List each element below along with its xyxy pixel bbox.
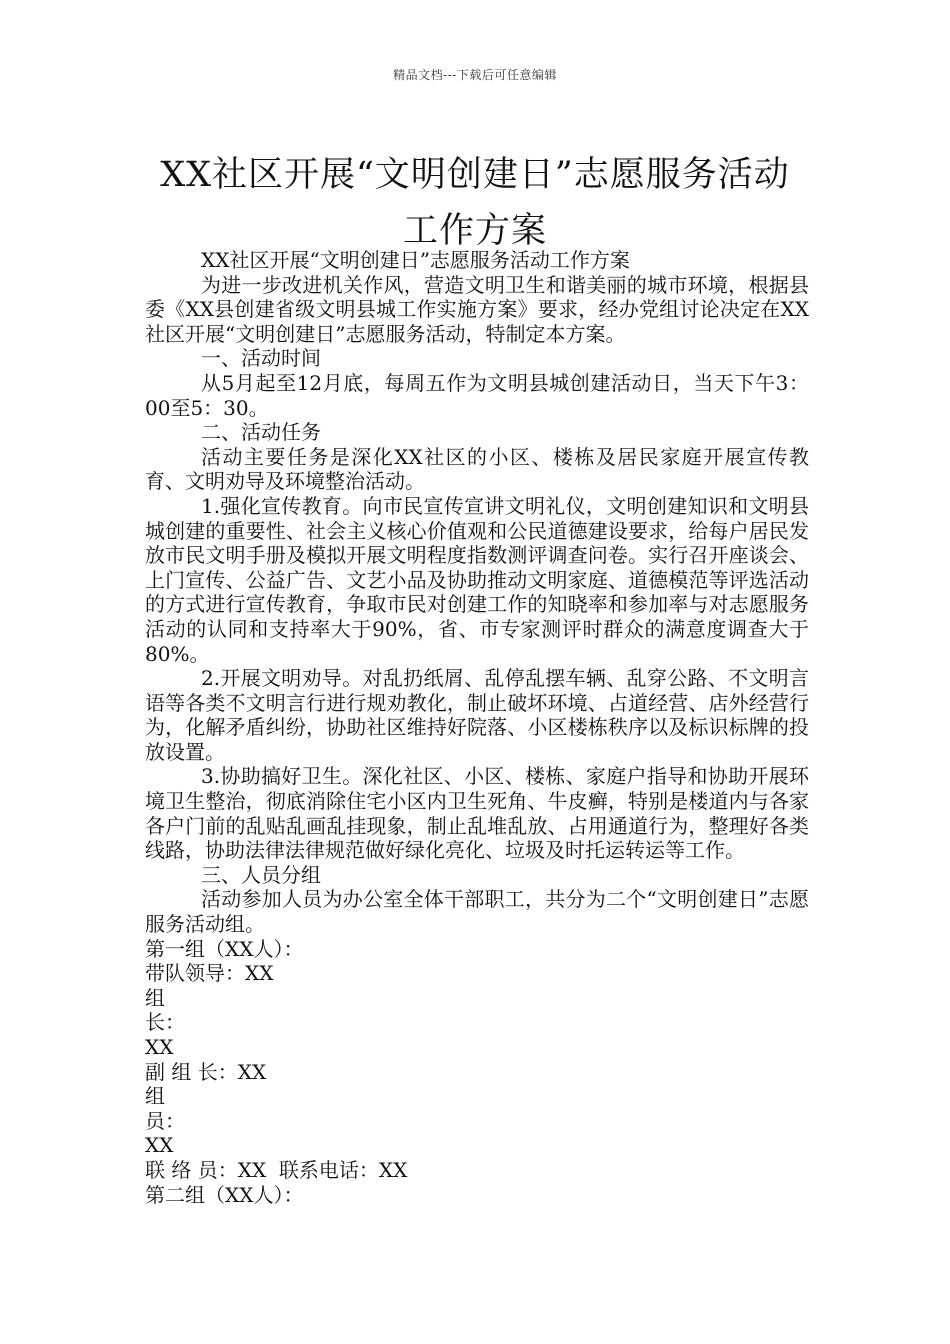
subtitle-paragraph: XX社区开展“文明创建日”志愿服务活动工作方案 [201,248,630,272]
group-1-contact: 联 络 员：XX 联系电话：XX [145,1157,408,1182]
section-heading-time: 一、活动时间 [201,346,321,371]
group-1-deputy-leader: 副 组 长：XX [145,1059,267,1084]
section-heading-groups: 三、人员分组 [201,862,321,887]
group-1-heading: 第一组（XX人）： [145,936,304,961]
group-1-group-leader: 组长：XX [145,985,185,1059]
document-body [145,248,809,1207]
task-item-1: 1.强化宣传教育。向市民宣传宣讲文明礼仪，文明创建知识和文明县城创建的重要性、社会主义核心价值观和公民道德建设要求，给每户居民发放市民文明手册及模拟开展文明程度指数测评调查问卷。实行召开座谈会、上门宣传、公益广告、文艺小品及协助推动文明家庭、道德模范等评选活动的方式进行宣传教育，争取市民对创建工作的知晓率和参加率与对志愿服务活动的认同和支持率大于90%，省、市专家测评时群众的满意度调查大于80%。 [145,493,809,666]
section-heading-tasks: 二、活动任务 [201,420,321,445]
groups-paragraph: 活动参加人员为办公室全体干部职工，共分为二个“文明创建日”志愿服务活动组。 [145,887,809,937]
task-item-3: 3.协助搞好卫生。深化社区、小区、楼栋、家庭户指导和协助开展环境卫生整治，彻底消除住宅小区内卫生死角、牛皮癣，特别是楼道内与各家各户门前的乱贴乱画乱挂现象，制止乱堆乱放、占用通道行为，整理好各类线路，协助法律法律规范做好绿化亮化、垃圾及时托运转运等工作。 [145,764,809,863]
task-item-2: 2.开展文明劝导。对乱扔纸屑、乱停乱摆车辆、乱穿公路、不文明言语等各类不文明言行进行规劝教化，制止破坏环境、占道经营、店外经营行为，化解矛盾纠纷，协助社区维持好院落、小区楼栋秩序以及标识标牌的投放设置。 [145,666,809,764]
intro-paragraph: 为进一步改进机关作风，营造文明卫生和谐美丽的城市环境，根据县委《XX县创建省级文明县城工作实施方案》要求，经办党组讨论决定在XX社区开展“文明创建日”志愿服务活动，特制定本方案。 [145,272,809,346]
document-title [120,147,830,259]
header-note: 精品文档---下载后可任意编辑 [393,68,557,82]
tasks-paragraph: 活动主要任务是深化XX社区的小区、楼栋及居民家庭开展宣传教育、文明劝导及环境整治活动。 [145,444,809,494]
group-1-leader: 带队领导：XX [145,961,274,986]
time-paragraph: 从5月起至12月底，每周五作为文明县城创建活动日，当天下午3：00至5：30。 [145,370,809,420]
group-1-member: 组员：XX [145,1084,185,1158]
title-line-1: XX社区开展“文明创建日”志愿服务活动 [160,155,790,196]
group-2-heading: 第二组（XX人）： [145,1182,304,1207]
title-line-2: 工作方案 [402,211,547,252]
